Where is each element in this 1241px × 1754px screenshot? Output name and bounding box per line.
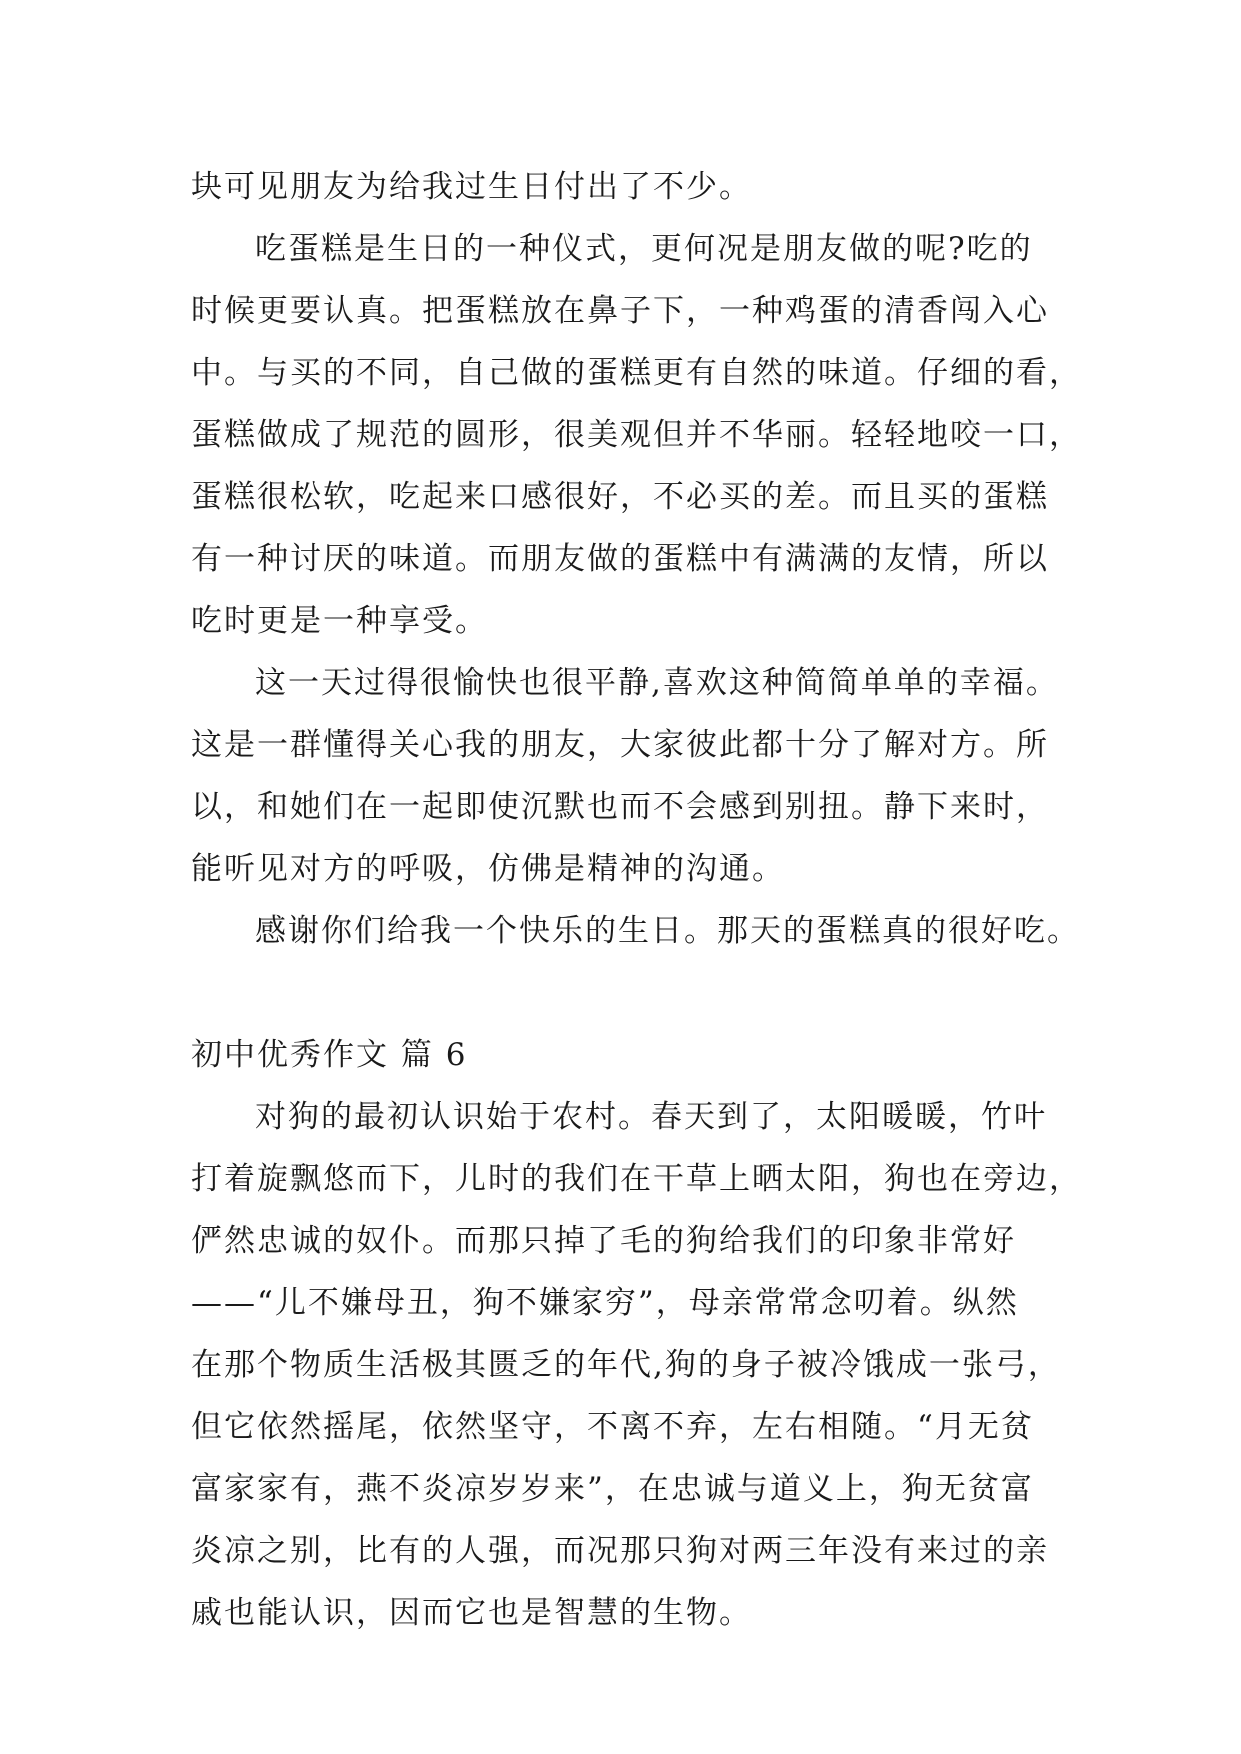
section-heading — [191, 1024, 1061, 1086]
paragraph — [191, 218, 1082, 652]
text-line: 俨然忠诚的奴仆。而那只掉了毛的狗给我们的印象非常好 — [191, 1223, 1016, 1259]
text-line: 有一种讨厌的味道。而朋友做的蛋糕中有满满的友情，所以 — [191, 541, 1049, 577]
paragraph — [191, 652, 1061, 900]
text-line: 炎凉之别，比有的人强，而况那只狗对两三年没有来过的亲 — [191, 1533, 1049, 1569]
paragraph — [191, 156, 1061, 218]
text-line: 但它依然摇尾，依然坚守，不离不弃，左右相随。“月无贫 — [191, 1409, 1034, 1445]
paragraph — [191, 1086, 1082, 1644]
text-line: 富家家有，燕不炎凉岁岁来”，在忠诚与道义上，狗无贫富 — [191, 1471, 1034, 1507]
paragraph — [191, 900, 1080, 962]
text-line: 块可见朋友为给我过生日付出了不少。 — [191, 169, 752, 205]
text-line: 这是一群懂得关心我的朋友，大家彼此都十分了解对方。所 — [191, 727, 1049, 763]
text-line: 戚也能认识，因而它也是智慧的生物。 — [191, 1595, 752, 1631]
text-line: 蛋糕做成了规范的圆形，很美观但并不华丽。轻轻地咬一口， — [191, 417, 1082, 453]
text-line: 感谢你们给我一个快乐的生日。那天的蛋糕真的很好吃。 — [255, 913, 1080, 949]
text-line: 中。与买的不同，自己做的蛋糕更有自然的味道。仔细的看， — [191, 355, 1082, 391]
text-line: ——“儿不嫌母丑，狗不嫌家穷”，母亲常常念叨着。纵然 — [191, 1285, 1019, 1321]
document-body — [191, 156, 1082, 1644]
heading-text: 初中优秀作文 篇 6 — [191, 1037, 468, 1073]
text-line: 这一天过得很愉快也很平静,喜欢这种简简单单的幸福。 — [255, 665, 1059, 701]
text-line: 时候更要认真。把蛋糕放在鼻子下，一种鸡蛋的清香闯入心 — [191, 293, 1049, 329]
text-line: 打着旋飘悠而下，儿时的我们在干草上晒太阳，狗也在旁边， — [191, 1161, 1082, 1197]
text-line: 蛋糕很松软，吃起来口感很好，不必买的差。而且买的蛋糕 — [191, 479, 1049, 515]
text-line: 以，和她们在一起即使沉默也而不会感到别扭。静下来时， — [191, 789, 1049, 825]
text-line: 吃蛋糕是生日的一种仪式，更何况是朋友做的呢?吃的 — [255, 231, 1033, 267]
text-line: 吃时更是一种享受。 — [191, 603, 488, 639]
text-line: 对狗的最初认识始于农村。春天到了，太阳暖暖，竹叶 — [255, 1099, 1047, 1135]
text-line: 在那个物质生活极其匮乏的年代,狗的身子被冷饿成一张弓， — [191, 1347, 1061, 1383]
text-line: 能听见对方的呼吸，仿佛是精神的沟通。 — [191, 851, 785, 887]
section-gap — [191, 962, 1061, 1024]
